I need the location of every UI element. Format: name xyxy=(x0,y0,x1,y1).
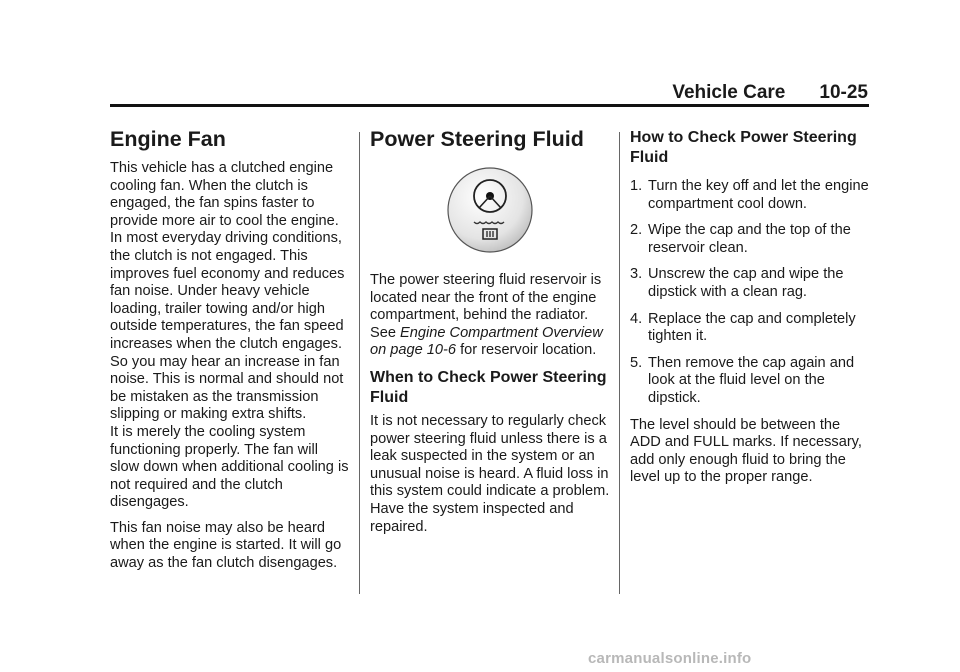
power-steering-fluid-icon-wrap xyxy=(370,166,610,254)
engine-fan-column xyxy=(110,118,350,581)
page-header xyxy=(110,84,868,104)
engine-fan-heading: Engine Fan xyxy=(110,127,226,151)
engine-fan-para3: This fan noise may also be heard when the engine is started. It will go away as the fan clutch disengages. xyxy=(110,519,342,572)
header-rule xyxy=(110,104,869,107)
engine-fan-para1: This vehicle has a clutched engine cooling fan. When the clutch is engaged, the fan spins faster to provide more air to cool the engine. In most everyday driving conditions, the clutch is not engaged. This improves fuel economy and reduces fan noise. Under heavy vehicle loading, trailer towing and/or high outside temperatures, the fan speed increases when the clutch engages. So you may hear an increase in fan noise. This is normal and should not be mistaken as the transmission slipping or making extra shifts. xyxy=(110,160,345,423)
list-item: 2. Wipe the cap and the top of the reservoir clean. xyxy=(630,222,851,256)
fluid-level-note: The level should be between the ADD and FULL marks. If necessary, add only enough fluid to bring the level up to the proper range. xyxy=(630,416,862,486)
list-item: 5. Then remove the cap again and look at the fluid level on the dipstick. xyxy=(630,354,855,406)
section-title: Vehicle Care xyxy=(672,82,786,103)
power-steering-heading: Power Steering Fluid xyxy=(370,127,584,151)
when-to-check-heading: When to Check Power Steering Fluid xyxy=(370,368,607,406)
when-to-check-para: It is not necessary to regularly check power steering fluid unless there is a leak suspected in the system or an unusual noise is heard. A fluid loss in this system could indicate a problem. Have the system inspected and repaired. xyxy=(370,412,610,535)
power-steering-column xyxy=(370,118,610,544)
column-divider xyxy=(619,132,620,594)
engine-compartment-reference[interactable]: Engine Compartment Overview on page 10-6 xyxy=(370,324,603,359)
how-to-check-heading: How to Check Power Steering Fluid xyxy=(630,129,857,166)
list-item: 1. Turn the key off and let the engine compartment cool down. xyxy=(630,178,869,212)
power-steering-fluid-icon xyxy=(446,166,534,254)
steps-list xyxy=(630,178,870,408)
column-divider xyxy=(359,132,360,594)
power-steering-para1: The power steering fluid reservoir is located near the front of the engine compartment, behind the radiator. See Engine Compartment Overview on page 10-6 for reservoir location. xyxy=(370,272,603,359)
list-item: 3. Unscrew the cap and wipe the dipstick with a clean rag. xyxy=(630,266,844,300)
watermark: carmanualsonline.info xyxy=(588,650,752,667)
how-to-check-column xyxy=(630,118,870,495)
list-item: 4. Replace the cap and completely tighten it. xyxy=(630,310,856,345)
engine-fan-para2: It is merely the cooling system functioning properly. The fan will slow down when additional cooling is not required and the clutch disengages. xyxy=(110,423,349,511)
page-number: 10-25 xyxy=(819,82,868,103)
